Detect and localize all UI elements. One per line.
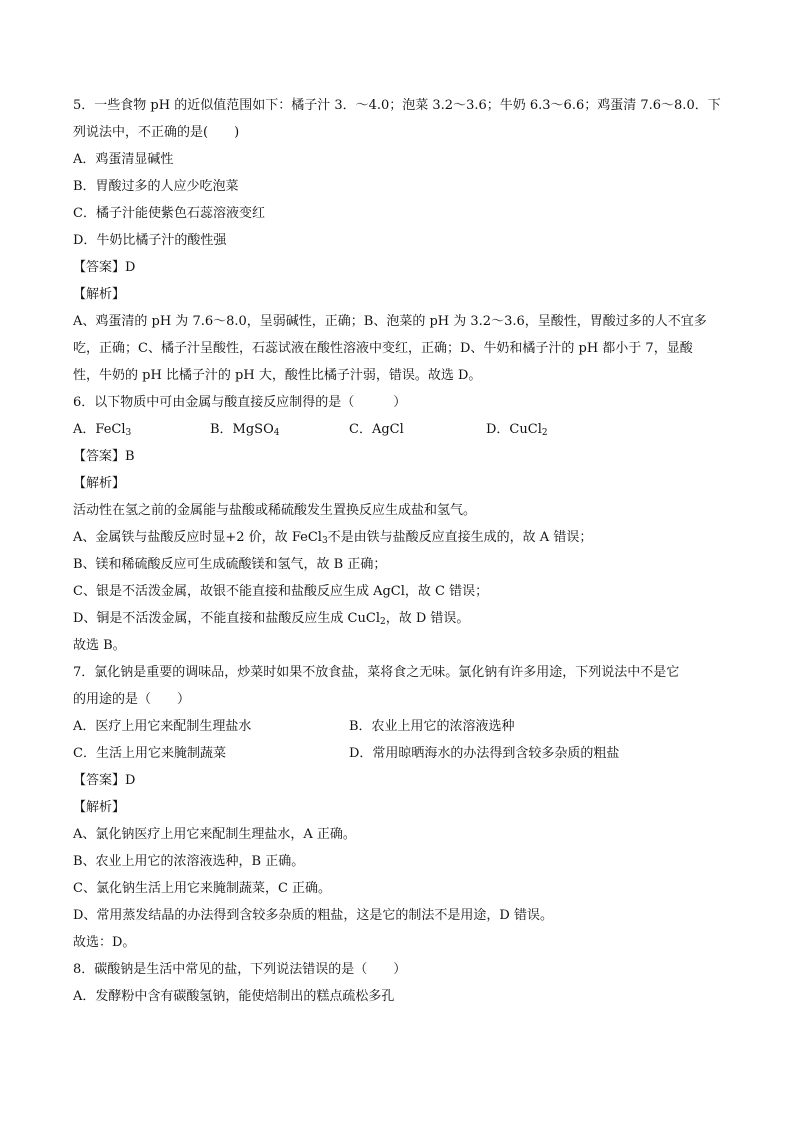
q7-analysis-label: 【解析】: [73, 800, 126, 815]
q5-stem-line-1: 5．一些食物 pH 的近似值范围如下：橘子汁 3．～4.0；泡菜 3.2～3.6；牛奶 6.3～6.6；鸡蛋清 7.6～8.0．下: [73, 98, 721, 113]
q8-option-a: A．发酵粉中含有碳酸氢钠，能使焙制出的糕点疏松多孔: [73, 989, 395, 1004]
page-content: [73, 92, 733, 1010]
q6-option-b: B．MgSO$_4$: [210, 422, 280, 438]
q7-answer: 【答案】D: [73, 773, 136, 788]
q7-analysis-line-2: B、农业上用它的浓溶液选种，B 正确。: [73, 854, 305, 869]
q7-analysis-line-3: C、氯化钠生活上用它来腌制蔬菜，C 正确。: [73, 881, 332, 896]
q6-answer: 【答案】B: [73, 449, 135, 464]
q7-analysis-line-5: 故选：D。: [73, 935, 136, 950]
q6-option-a: A．FeCl$_3$: [73, 422, 132, 438]
q5-answer: 【答案】D: [73, 260, 136, 275]
q6-analysis-line-1: 活动性在氢之前的金属能与盐酸或稀硫酸发生置换反应生成盐和氢气。: [73, 503, 477, 518]
q7-analysis-line-4: D、常用蒸发结晶的办法得到含较多杂质的粗盐，这是它的制法不是用途，D 错误。: [73, 908, 553, 923]
q7-stem-line-1: 7．氯化钠是重要的调味品，炒菜时如果不放食盐，菜将食之无味。氯化钠有许多用途，下列说法中不是它: [73, 665, 680, 680]
q7-option-a: A．医疗上用它来配制生理盐水: [73, 719, 252, 734]
q7-options-row-2: [73, 740, 733, 767]
q7-option-c: C．生活上用它来腌制蔬菜: [73, 746, 226, 761]
q5-option-b: B．胃酸过多的人应少吃泡菜: [73, 179, 239, 194]
q6-analysis-label: 【解析】: [73, 476, 126, 491]
q5-analysis-line-3: 性，牛奶的 pH 比橘子汁的 pH 大，酸性比橘子汁弱，错误。故选 D。: [73, 368, 482, 383]
q6-analysis-line-2: A、金属铁与盐酸反应时显+2 价，故 FeCl$_3$不是由铁与盐酸反应直接生成的，故 A 错误；: [73, 530, 593, 546]
q6-analysis-line-3: B、镁和稀硫酸反应可生成硫酸镁和氢气，故 B 正确；: [73, 557, 387, 572]
q6-option-c: C．AgCl: [349, 422, 404, 437]
q6-analysis-line-5: D、铜是不活泼金属，不能直接和盐酸反应生成 CuCl$_2$，故 D 错误。: [73, 611, 470, 627]
q6-analysis-line-6: 故选 B。: [73, 638, 126, 653]
q5-option-c: C．橘子汁能使紫色石蕊溶液变红: [73, 206, 265, 221]
q6-stem: 6．以下物质中可由金属与酸直接反应制得的是（ ）: [73, 395, 407, 410]
q5-analysis-label: 【解析】: [73, 287, 126, 302]
q7-analysis-line-1: A、氯化钠医疗上用它来配制生理盐水，A 正确。: [73, 827, 356, 842]
q7-stem-line-2: 的用途的是（ ）: [73, 692, 191, 707]
q5-option-d: D．牛奶比橘子汁的酸性强: [73, 233, 227, 248]
q6-analysis-line-4: C、银是不活泼金属，故银不能直接和盐酸反应生成 AgCl，故 C 错误；: [73, 584, 489, 599]
q5-analysis-line-2: 吃，正确；C、橘子汁呈酸性，石蕊试液在酸性溶液中变红，正确；D、牛奶和橘子汁的 pH 都小于 7，显酸: [73, 341, 693, 356]
q8-stem: 8．碳酸钠是生活中常见的盐，下列说法错误的是（ ）: [73, 962, 407, 977]
q7-options-row-1: [73, 713, 733, 740]
q7-option-b: B．农业上用它的浓溶液选种: [349, 719, 515, 734]
q7-option-d: D．常用晾晒海水的办法得到含较多杂质的粗盐: [349, 746, 620, 761]
q5-option-a: A．鸡蛋清显碱性: [73, 152, 174, 167]
q6-option-d: D．CuCl$_2$: [486, 422, 548, 438]
q6-options-row: [73, 416, 733, 443]
q5-stem-line-2: 列说法中，不正确的是( ): [73, 125, 240, 140]
q5-analysis-line-1: A、鸡蛋清的 pH 为 7.6～8.0，呈弱碱性，正确；B、泡菜的 pH 为 3.2～3.6，呈酸性，胃酸过多的人不宜多: [73, 314, 707, 329]
